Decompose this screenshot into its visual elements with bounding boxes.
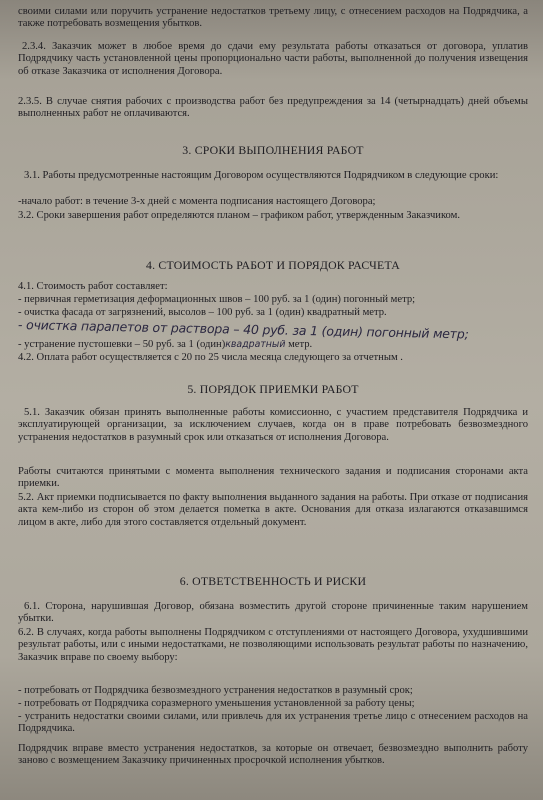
clause-5-1: 5.1. Заказчик обязан принять выполненные работы комиссионно, с участием представителя Подрядчика и эксплуатирующей организации, за исключением случаев, когда он в праве потребовать безвозмездного устранения недостатков в разумный срок или отказаться от исполнения Договора. [18,407,528,443]
clause-5-1-acceptance: Работы считаются принятыми с момента выполнения технического задания и подписания сторонами акта приемки. [18,466,528,490]
clause-2-3-3-tail: своими силами или поручить устранение недостатков третьему лицу, с отнесением расходов на Подрядчика, а также потребовать возмещения убытков. [18,6,528,30]
clause-2-3-5: 2.3.5. В случае снятия рабочих с производства работ без предупреждения за 14 (четырнадцать) дней объемы выполненных работ не оплачиваются. [18,96,528,120]
section-5-title: 5. ПОРЯДОК ПРИЕМКИ РАБОТ [187,382,359,396]
handwritten-price-item: - очистка парапетов от раствора – 40 руб. за 1 (один) погонный метр; [17,317,469,342]
price-item-facade: - очистка фасада от загрязнений, высолов – 100 руб. за 1 (один) квадратный метр. [18,307,387,318]
option-free-fix: - потребовать от Подрядчика безвозмездного устранения недостатков в разумный срок; [18,685,413,696]
section-3-title: 3. СРОКИ ВЫПОЛНЕНИЯ РАБОТ [182,143,364,157]
clause-6-1: 6.1. Сторона, нарушившая Договор, обязана возместить другой стороне причиненные таким нарушением убытки. [18,601,528,625]
start-term: -начало работ: в течение 3-х дней с момента подписания настоящего Договора; [18,196,376,207]
clause-3-2: 3.2. Сроки завершения работ определяются планом – графиком работ, утвержденным Заказчиком. [18,210,461,221]
handwritten-unit: квадратный [225,339,286,350]
option-third-party: - устранить недостатки своими силами, или привлечь для их устранения третье лицо с отнесением расходов на Подрядчика. [18,711,528,735]
clause-2-3-4: 2.3.4. Заказчик может в любое время до сдачи ему результата работы отказаться от договора, уплатив Подрядчику часть установленной цены пропорционально части работы, выполненной до получения извещения об отказе Заказчика от исполнения Договора. [18,41,528,77]
price-item-plaster [18,339,528,351]
clause-5-2: 5.2. Акт приемки подписывается по факту выполнения выданного задания на работы. При отказе от подписания акта кем-либо из сторон об этом делается пометка в акте. Основания для отказа излагаются отказавшимся лицом в акте, либо для этого составляется отдельный документ. [18,492,528,528]
clause-6-2: 6.2. В случаях, когда работы выполнены Подрядчиком с отступлениями от настоящего Договора, ухудшившими результат работы, или с иными недостатками, не позволяющими использовать результат работы по назначению, Заказчик вправе по своему выбору: [18,627,528,663]
section-4-title: 4. СТОИМОСТЬ РАБОТ И ПОРЯДОК РАСЧЕТА [146,258,400,272]
option-price-reduction: - потребовать от Подрядчика соразмерного уменьшения установленной за работу цены; [18,698,415,709]
price-item-plaster-end: метр. [285,339,313,350]
clause-4-1: 4.1. Стоимость работ составляет: [18,281,168,292]
contractor-redo: Подрядчик вправе вместо устранения недостатков, за которые он отвечает, безвозмездно выполнить работу заново с возмещением Заказчику причиненных просрочкой исполнения убытков. [18,743,528,767]
clause-4-2: 4.2. Оплата работ осуществляется с 20 по 25 числа месяца следующего за отчетным . [18,352,403,363]
clause-3-1: 3.1. Работы предусмотренные настоящим Договором осуществляются Подрядчиком в следующие сроки: [24,170,499,181]
price-item-sealing: - первичная герметизация деформационных швов – 100 руб. за 1 (один) погонный метр; [18,294,416,305]
section-6-title: 6. ОТВЕТСТВЕННОСТЬ И РИСКИ [179,574,367,588]
price-item-plaster-text: - устранение пустошевки – 50 руб. за 1 (один) [18,339,226,350]
